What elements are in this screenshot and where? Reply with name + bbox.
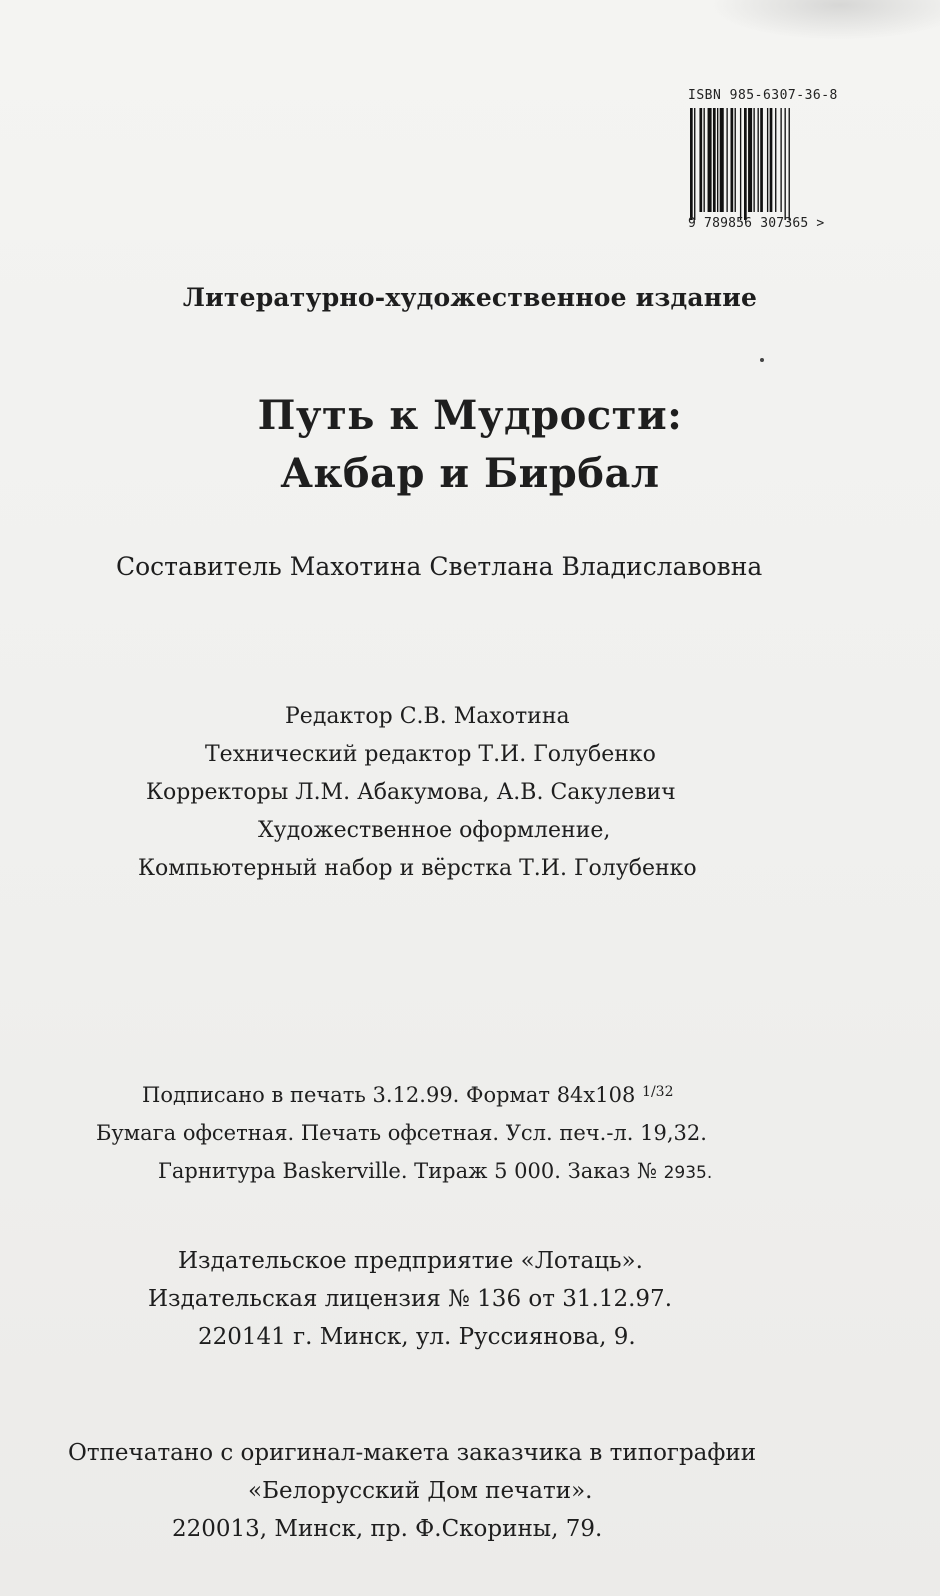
imprint-paper-line: Бумага офсетная. Печать офсетная. Усл. печ.-л. 19,32. (96, 1121, 707, 1145)
barcode-bar (694, 108, 695, 220)
barcode-bars (688, 108, 848, 220)
typesetting-credit: Компьютерный набор и вёрстка Т.И. Голубенко (138, 856, 697, 881)
printer-address: 220013, Минск, пр. Ф.Скорины, 79. (172, 1516, 603, 1542)
imprint-signed-text: Подписано в печать 3.12.99. Формат 84х108 (142, 1083, 636, 1107)
book-title-line-2: Акбар и Бирбал (280, 450, 660, 497)
print-speck (760, 358, 764, 362)
book-title-line-1: Путь к Мудрости: (257, 392, 683, 439)
publisher-license: Издательская лицензия № 136 от 31.12.97. (148, 1286, 673, 1312)
order-number: 2935. (663, 1163, 713, 1183)
barcode-bar (744, 108, 747, 220)
barcode-bar (713, 108, 716, 212)
barcode-bar (735, 108, 736, 212)
page-corner-shadow (710, 0, 940, 40)
art-design-credit: Художественное оформление, (258, 818, 611, 843)
barcode-bar (753, 108, 754, 212)
printer-name: «Белорусский Дом печати». (248, 1478, 593, 1504)
tech-editor-credit: Технический редактор Т.И. Голубенко (205, 742, 656, 767)
isbn-text: ISBN 985-6307-36-8 (688, 88, 838, 103)
barcode-bar (740, 108, 741, 220)
barcode-bar (767, 108, 768, 212)
imprint-signed-line (142, 1083, 674, 1107)
barcode-bar (720, 108, 724, 212)
imprint-font-text: Гарнитура Baskerville. Тираж 5 000. Заказ № (158, 1159, 657, 1183)
editor-credit: Редактор С.В. Махотина (285, 704, 570, 729)
barcode-bar (704, 108, 705, 212)
barcode-bar (726, 108, 727, 212)
proofreaders-credit: Корректоры Л.М. Абакумова, А.В. Сакулевич (146, 780, 676, 805)
barcode-bar (785, 108, 786, 220)
ean-digits: 9 789856 307365 > (688, 216, 825, 231)
edition-type: Литературно-художественное издание (182, 283, 758, 312)
barcode-bar (731, 108, 734, 212)
barcode-bar (690, 108, 693, 220)
barcode-bar (748, 108, 752, 212)
barcode-bar (717, 108, 718, 212)
barcode-bar (760, 108, 763, 212)
publisher-name: Издательское предприятие «Лотаць». (178, 1248, 643, 1274)
isbn-barcode (688, 88, 848, 238)
barcode-bar (775, 108, 776, 212)
barcode-bar (708, 108, 712, 212)
imprint-font-line (158, 1159, 712, 1183)
barcode-bar (770, 108, 773, 212)
barcode-bar (780, 108, 781, 212)
barcode-bar (758, 108, 759, 212)
printer-intro: Отпечатано с оригинал-макета заказчика в типографии (68, 1440, 757, 1466)
publisher-address: 220141 г. Минск, ул. Руссиянова, 9. (198, 1324, 636, 1350)
barcode-bar (699, 108, 702, 212)
compiler-credit: Составитель Махотина Светлана Владиславовна (116, 552, 763, 581)
format-fraction: 1/32 (642, 1084, 674, 1100)
barcode-bar (789, 108, 790, 220)
